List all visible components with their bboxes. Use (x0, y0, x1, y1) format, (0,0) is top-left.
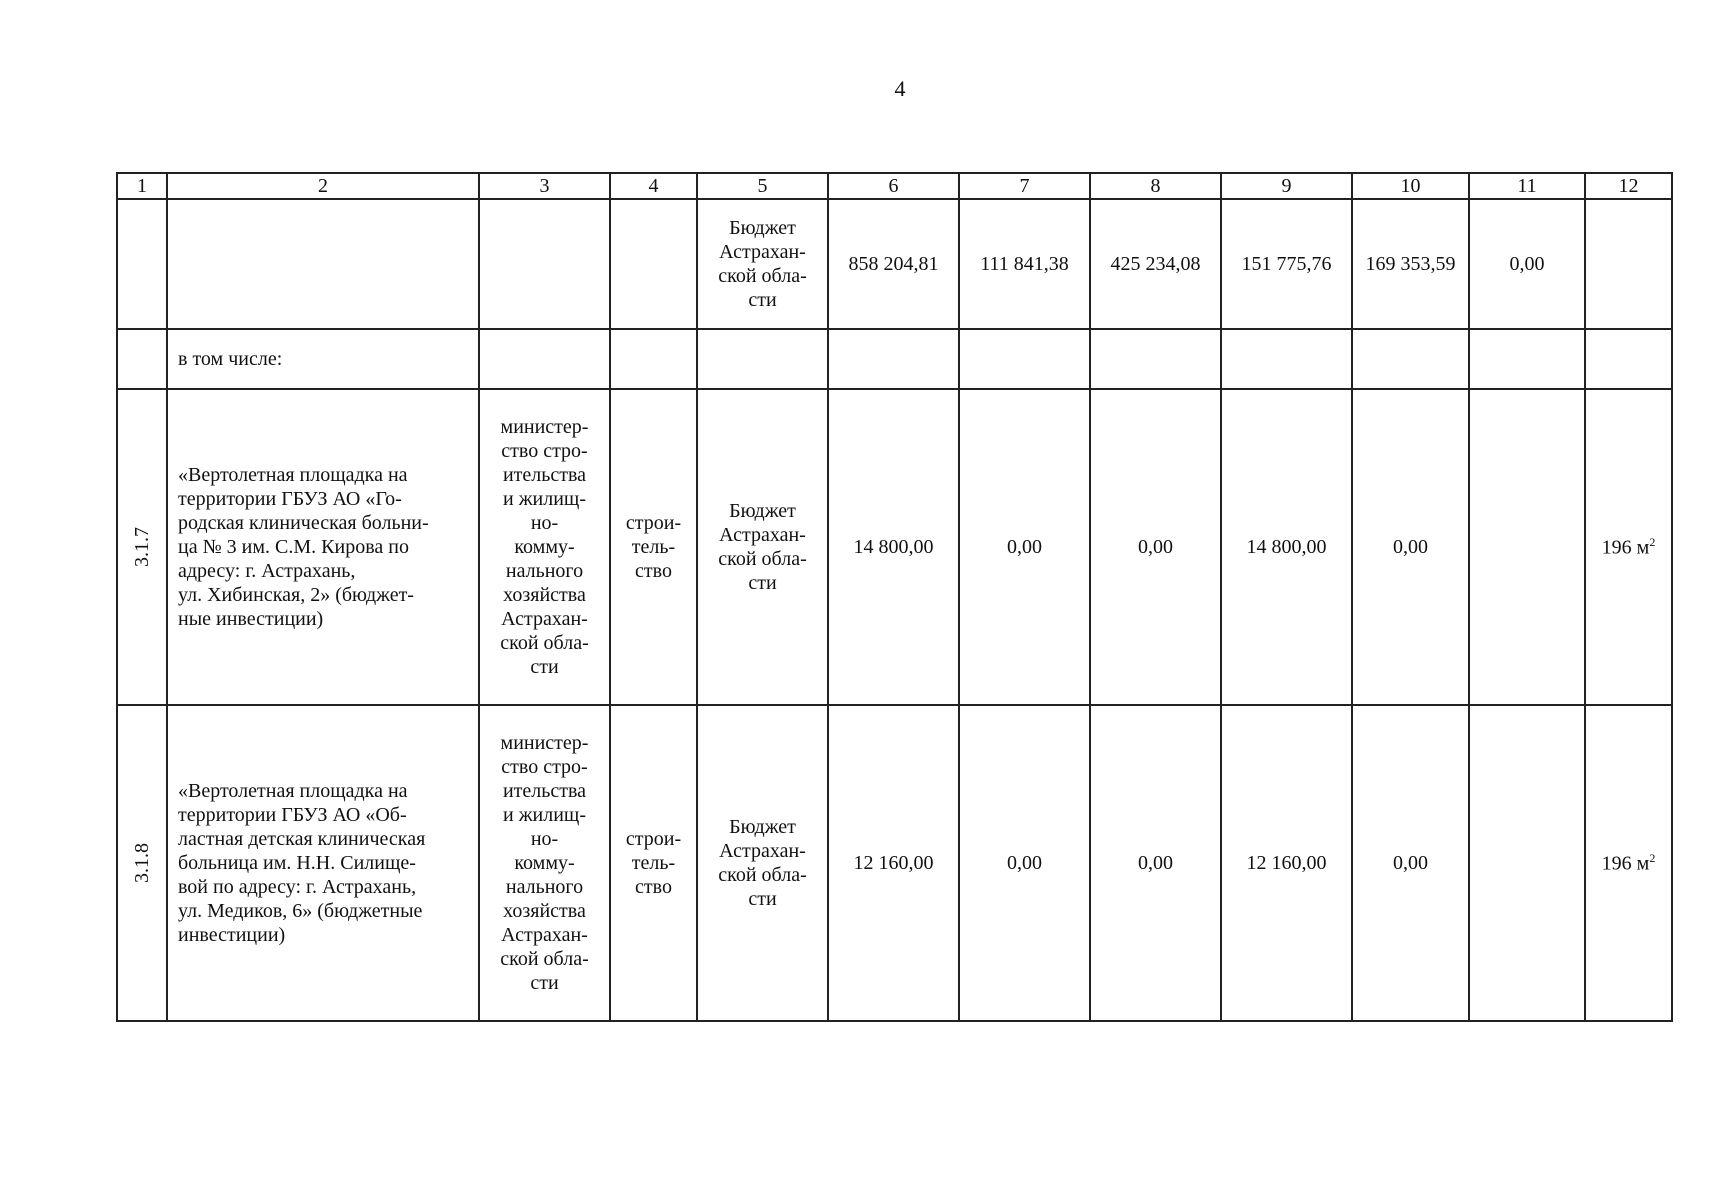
result-unit-superscript: 2 (1649, 534, 1656, 549)
cell-result (1585, 389, 1672, 705)
cell-col10: 0,00 (1352, 705, 1469, 1021)
cell-col11 (1469, 389, 1585, 705)
header-cell-2: 2 (167, 173, 479, 199)
cell-col10 (1352, 329, 1469, 389)
table-row-budget-total (117, 199, 1672, 329)
cell-executor (479, 329, 610, 389)
row-number-rotated: 3.1.8 (131, 843, 153, 883)
result-value: 196 м (1601, 536, 1650, 559)
cell-col7 (959, 329, 1090, 389)
cell-col11 (1469, 705, 1585, 1021)
cell-funding-source (697, 329, 828, 389)
program-table (116, 172, 1673, 1022)
page-number: 4 (894, 76, 906, 101)
row-number-rotated: 3.1.7 (131, 527, 153, 567)
cell-col10: 169 353,59 (1352, 199, 1469, 329)
cell-funding-source: Бюджет Астрахан- ской обла- сти (697, 199, 828, 329)
header-cell-12: 12 (1585, 173, 1672, 199)
cell-col11 (1469, 329, 1585, 389)
cell-col8 (1090, 329, 1221, 389)
cell-name: «Вертолетная площадка на территории ГБУЗ АО «Об- ластная детская клиническая больница им. Н.Н. Силище- вой по адресу: г. Астрахань, ул. Медиков, 6» (бюджетные инвестиции) (167, 705, 479, 1021)
cell-number (117, 705, 167, 1021)
table-row-3-1-7 (117, 389, 1672, 705)
header-cell-4: 4 (610, 173, 697, 199)
header-cell-10: 10 (1352, 173, 1469, 199)
cell-executor (479, 199, 610, 329)
cell-total: 14 800,00 (828, 389, 959, 705)
cell-col9 (1221, 329, 1352, 389)
result-unit-superscript: 2 (1649, 850, 1656, 865)
cell-number (117, 329, 167, 389)
cell-col9: 151 775,76 (1221, 199, 1352, 329)
cell-type (610, 199, 697, 329)
cell-col8: 0,00 (1090, 705, 1221, 1021)
cell-number (117, 389, 167, 705)
result-value: 196 м (1601, 852, 1650, 875)
cell-executor: министер- ство стро- ительства и жилищ- но- комму- нального хозяйства Астрахан- ской обла- сти (479, 389, 610, 705)
cell-type: строи- тель- ство (610, 705, 697, 1021)
header-cell-8: 8 (1090, 173, 1221, 199)
header-cell-3: 3 (479, 173, 610, 199)
cell-col11: 0,00 (1469, 199, 1585, 329)
cell-result (1585, 705, 1672, 1021)
cell-number (117, 199, 167, 329)
cell-col9: 14 800,00 (1221, 389, 1352, 705)
cell-col8: 0,00 (1090, 389, 1221, 705)
cell-col7: 111 841,38 (959, 199, 1090, 329)
cell-type (610, 329, 697, 389)
cell-name: «Вертолетная площадка на территории ГБУЗ АО «Го- родская клиническая больни- ца № 3 им. С.М. Кирова по адресу: г. Астрахань, ул. Хибинская, 2» (бюджет- ные инвестиции) (167, 389, 479, 705)
cell-result (1585, 329, 1672, 389)
header-row (117, 173, 1672, 199)
header-cell-6: 6 (828, 173, 959, 199)
cell-col10: 0,00 (1352, 389, 1469, 705)
cell-col8: 425 234,08 (1090, 199, 1221, 329)
header-cell-9: 9 (1221, 173, 1352, 199)
cell-funding-source: Бюджет Астрахан- ской обла- сти (697, 705, 828, 1021)
table-row-including (117, 329, 1672, 389)
cell-executor: министер- ство стро- ительства и жилищ- но- комму- нального хозяйства Астрахан- ской обла- сти (479, 705, 610, 1021)
header-cell-7: 7 (959, 173, 1090, 199)
cell-funding-source: Бюджет Астрахан- ской обла- сти (697, 389, 828, 705)
cell-name: в том числе: (167, 329, 479, 389)
cell-name (167, 199, 479, 329)
cell-total (828, 329, 959, 389)
cell-total: 858 204,81 (828, 199, 959, 329)
cell-total: 12 160,00 (828, 705, 959, 1021)
cell-col9: 12 160,00 (1221, 705, 1352, 1021)
cell-result (1585, 199, 1672, 329)
cell-col7: 0,00 (959, 389, 1090, 705)
cell-col7: 0,00 (959, 705, 1090, 1021)
header-cell-5: 5 (697, 173, 828, 199)
table-row-3-1-8 (117, 705, 1672, 1021)
cell-type: строи- тель- ство (610, 389, 697, 705)
header-cell-1: 1 (117, 173, 167, 199)
header-cell-11: 11 (1469, 173, 1585, 199)
